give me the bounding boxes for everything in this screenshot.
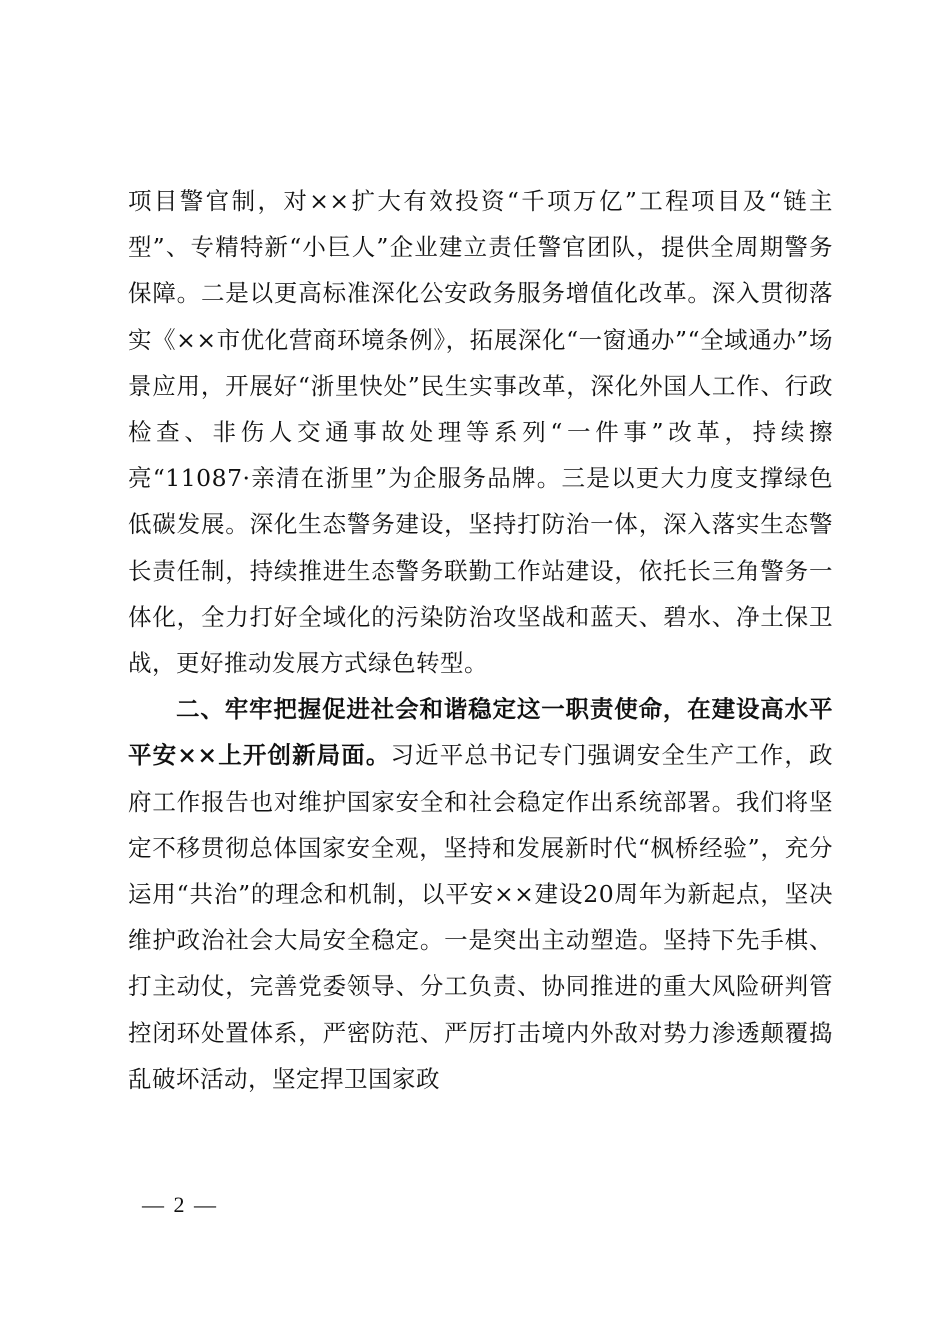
document-body <box>128 178 833 1102</box>
section-heading: 二、牢牢把握促进社会和谐稳定这一职责使命，在建设高水平平安××上开创新局面。 <box>128 695 833 770</box>
body-paragraph-continued: 项目警官制，对××扩大有效投资“千项万亿”工程项目及“链主型”、专精特新“小巨人”企业建立责任警官团队，提供全周期警务保障。二是以更高标准深化公安政务服务增值化改革。深入贯彻落实《××市优化营商环境条例》，拓展深化“一窗通办”“全域通办”场景应用，开展好“浙里快处”民生实事改革，深化外国人工作、行政检查、非伤人交通事故处理等系列“一件事”改革，持续擦亮“11087·亲清在浙里”为企服务品牌。三是以更大力度支撑绿色低碳发展。深化生态警务建设，坚持打防治一体，深入落实生态警长责任制，持续推进生态警务联勤工作站建设，依托长三角警务一体化，全力打好全域化的污染防治攻坚战和蓝天、碧水、净土保卫战，更好推动发展方式绿色转型。 <box>128 187 833 678</box>
body-paragraph-section-2 <box>128 686 833 1102</box>
page-number: — 2 — <box>142 1192 218 1217</box>
section-body-text: 习近平总书记专门强调安全生产工作，政府工作报告也对维护国家安全和社会稳定作出系统部署。我们将坚定不移贯彻总体国家安全观，坚持和发展新时代“枫桥经验”，充分运用“共治”的理念和机制，以平安××建设20周年为新起点，坚决维护政治社会大局安全稳定。一是突出主动塑造。坚持下先手棋、打主动仗，完善党委领导、分工负责、协同推进的重大风险研判管控闭环处置体系，严密防范、严厉打击境内外敌对势力渗透颠覆捣乱破坏活动，坚定捍卫国家政 <box>128 741 834 1093</box>
